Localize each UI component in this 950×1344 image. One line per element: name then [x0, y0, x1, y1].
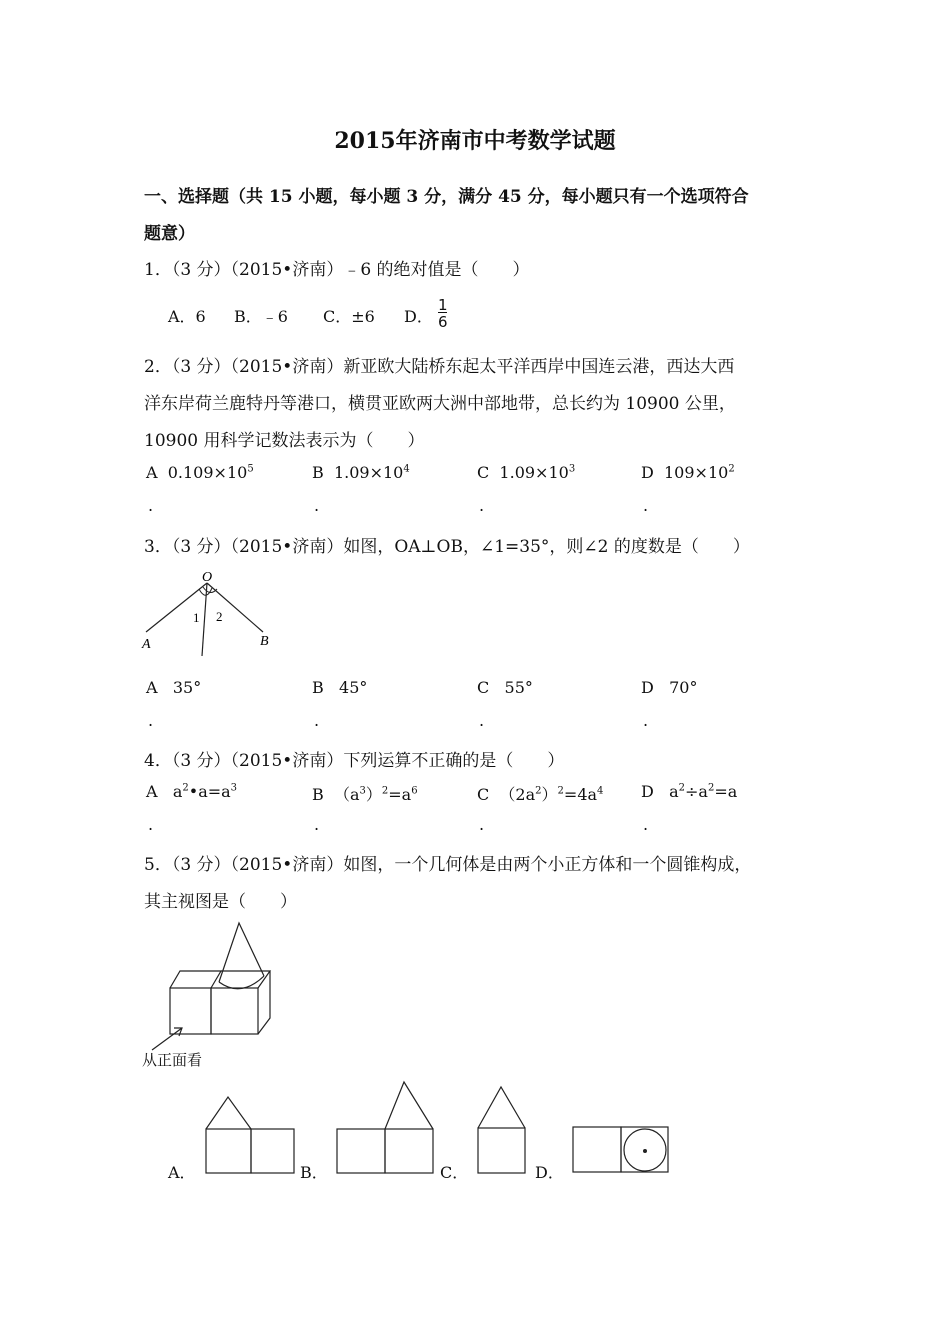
- triangle-top: [478, 1087, 525, 1128]
- page-title: 2015年济南市中考数学试题: [334, 128, 616, 154]
- q1-option-b: B．﹣6: [234, 307, 288, 326]
- option-dot: .: [148, 711, 154, 730]
- q5-option-b-label: B．: [300, 1163, 328, 1182]
- triangle-top: [206, 1097, 251, 1129]
- square: [478, 1128, 525, 1173]
- view-arrow: [152, 1028, 182, 1050]
- q5-stem-line2: 其主视图是（ ）: [144, 892, 297, 912]
- q2-stem-line2: 洋东岸荷兰鹿特丹等港口，横贯亚欧两大洲中部地带，总长约为 10900 公里，: [144, 394, 736, 414]
- q1-option-d-label: D．: [404, 307, 433, 326]
- section-heading-line2: 题意）: [144, 224, 195, 244]
- label-o: O: [202, 570, 213, 585]
- q1-option-d: [404, 295, 448, 331]
- cube-right-front: [211, 988, 258, 1034]
- label-b: B: [260, 634, 269, 649]
- option-dot: .: [479, 496, 485, 515]
- q5-option-d-figure: [570, 1124, 672, 1176]
- cone-sides: [219, 923, 264, 982]
- q4-option-b: B $(a^3)^2=a^6$: [312, 785, 418, 804]
- option-dot: .: [148, 496, 154, 515]
- option-dot: .: [479, 711, 485, 730]
- triangle-top: [385, 1082, 433, 1129]
- q1-option-a: A．6: [168, 307, 206, 326]
- label-angle-2: 2: [216, 609, 223, 624]
- cube-left-front: [170, 988, 211, 1034]
- label-angle-1: 1: [193, 610, 200, 625]
- q2-option-c: C $1.09\times 10^3$: [477, 463, 576, 482]
- q5-option-a-figure: [202, 1094, 298, 1176]
- q4-option-d: D $a^2\div a^2=a$: [641, 782, 738, 801]
- square-left: [337, 1129, 385, 1173]
- q1-stem: 1．（3 分）（2015•济南）﹣6 的绝对值是（ ）: [144, 260, 530, 280]
- q2-option-d: D $109\times 10^2$: [641, 463, 735, 482]
- cone-base: [219, 976, 264, 989]
- cube-left-top: [170, 971, 221, 988]
- option-dot: .: [314, 496, 320, 515]
- option-dot: .: [148, 815, 154, 834]
- q4-option-c: C $(2a^2)^2=4a^4$: [477, 785, 604, 804]
- angle-arc: [199, 588, 212, 595]
- option-dot: .: [643, 711, 649, 730]
- q5-option-c-figure: [475, 1082, 529, 1176]
- label-a: A: [142, 637, 151, 652]
- q3-stem: 3．（3 分）（2015•济南）如图，OA⊥OB，∠1=35°，则∠2 的度数是（ ）: [144, 537, 750, 557]
- q5-stem-line1: 5．（3 分）（2015•济南）如图，一个几何体是由两个小正方体和一个圆锥构成，: [144, 855, 752, 875]
- q5-option-d-label: D．: [535, 1163, 564, 1182]
- circle-center-dot: [643, 1149, 647, 1153]
- q2-option-b: B $1.09\times 10^4$: [312, 463, 410, 482]
- square-left: [206, 1129, 251, 1173]
- q3-option-c: C 55°: [477, 678, 533, 697]
- q5-option-a-label: A．: [168, 1163, 196, 1182]
- option-dot: .: [643, 496, 649, 515]
- q5-view-label: 从正面看: [142, 1051, 203, 1069]
- q3-option-d: D 70°: [641, 678, 698, 697]
- option-dot: .: [314, 711, 320, 730]
- q5-option-b-figure: [334, 1078, 436, 1176]
- option-dot: .: [314, 815, 320, 834]
- q2-stem-line3: 10900 用科学记数法表示为（ ）: [144, 431, 425, 451]
- fraction-denominator: 6: [437, 312, 448, 331]
- fraction-numerator: 1: [437, 295, 448, 314]
- option-dot: .: [643, 815, 649, 834]
- q3-option-b: B 45°: [312, 678, 368, 697]
- q2-stem-line1: 2．（3 分）（2015•济南）新亚欧大陆桥东起太平洋西岸中国连云港，西达大西: [144, 357, 735, 377]
- q5-solid-figure: [140, 918, 290, 1053]
- q5-option-c-label: C．: [440, 1163, 469, 1182]
- q3-option-a: A 35°: [146, 678, 202, 697]
- q1-option-c: C．±6: [323, 307, 375, 326]
- square-left: [573, 1127, 621, 1172]
- square-right: [385, 1129, 433, 1173]
- option-dot: .: [479, 815, 485, 834]
- q4-option-a: A $a^2•a=a^3$: [146, 782, 238, 801]
- q2-option-a: A $0.109\times 10^5$: [146, 463, 254, 482]
- q1-option-d-fraction: [438, 297, 448, 331]
- section-heading-line1: 一、选择题（共 15 小题，每小题 3 分，满分 45 分，每小题只有一个选项符合: [144, 187, 749, 207]
- square-right: [251, 1129, 294, 1173]
- q4-stem: 4．（3 分）（2015•济南）下列运算不正确的是（ ）: [144, 751, 565, 771]
- q3-angle-figure: [140, 566, 280, 658]
